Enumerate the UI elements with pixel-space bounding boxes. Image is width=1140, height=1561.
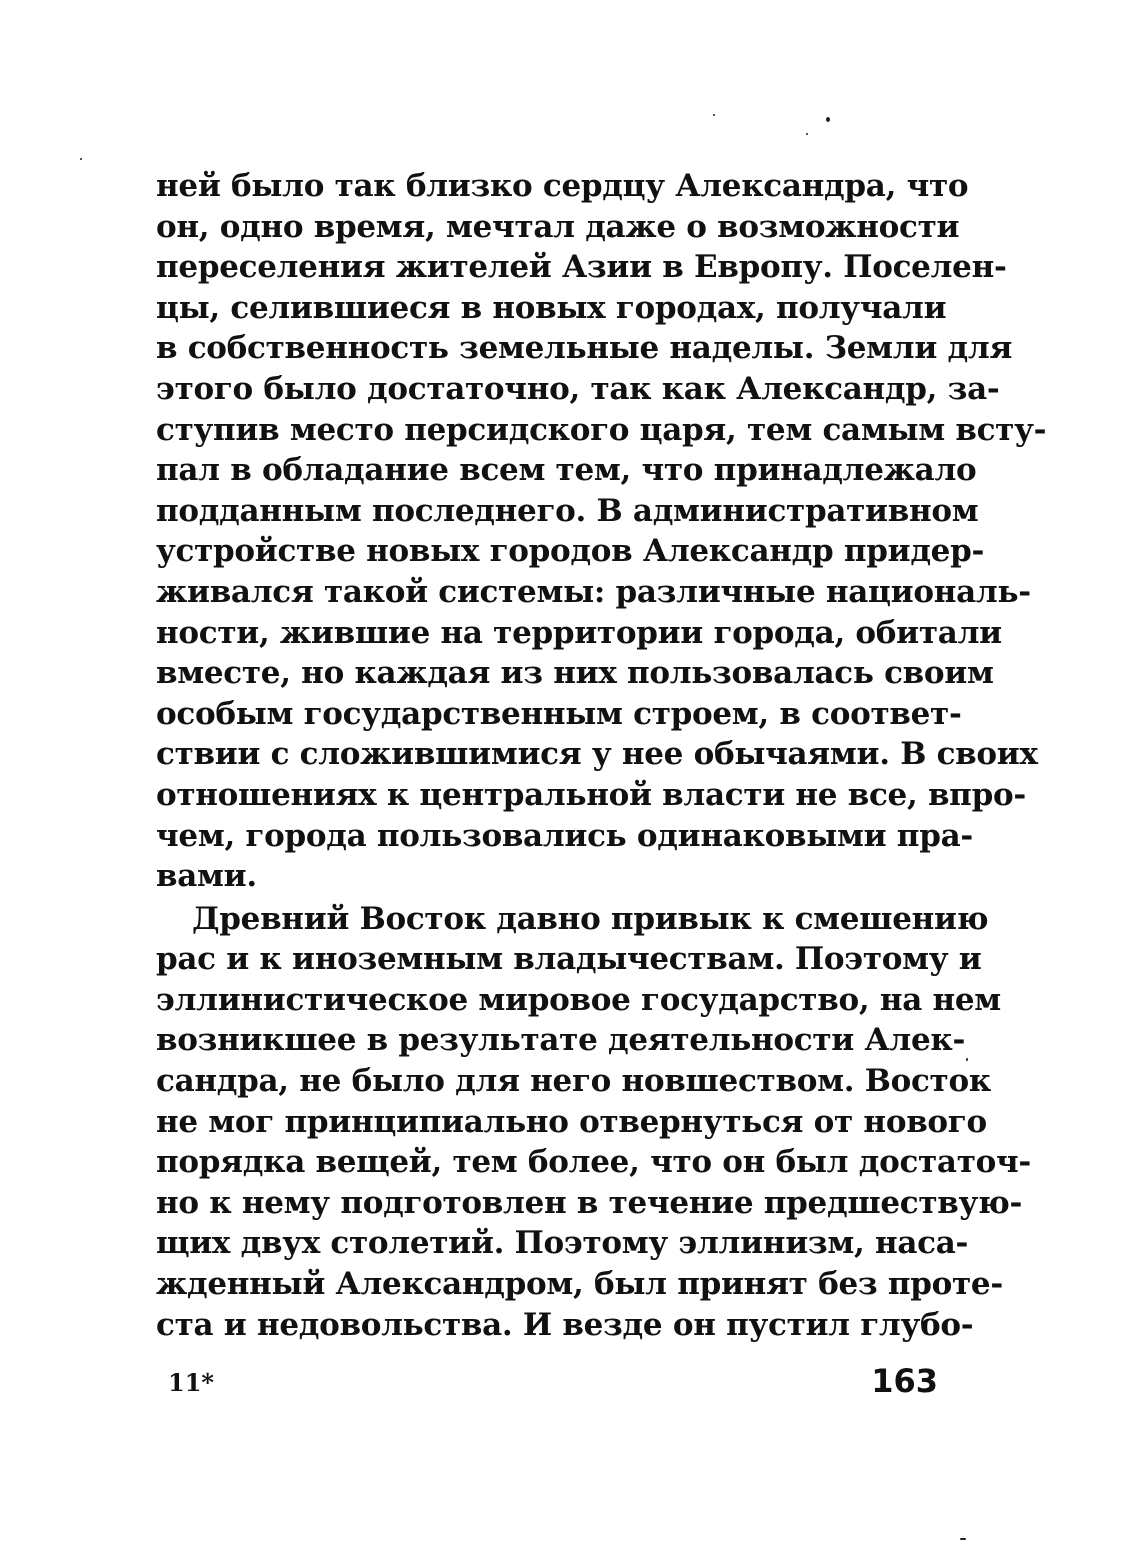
text-line: отношениях к центральной власти не все, впро- — [156, 776, 1026, 813]
text-line: ней было так близко сердцу Александра, что — [156, 168, 969, 204]
text-line: переселения жителей Азии в Европу. Поселен- — [156, 249, 1007, 286]
text-line: ступив место персидского царя, тем самым всту- — [156, 411, 1047, 448]
page-text — [156, 166, 1047, 1345]
text-line: устройстве новых городов Александр придер- — [156, 533, 985, 570]
text-line: возникшее в результате деятельности Алек- — [156, 1022, 966, 1059]
paragraph-1 — [156, 166, 1047, 897]
scan-speck — [80, 158, 82, 160]
scan-speck — [966, 1058, 968, 1061]
text-line: но к нему подготовлен в течение предшествую- — [156, 1184, 1023, 1221]
text-line: живался такой системы: различные националь- — [156, 573, 1031, 610]
text-line: ста и недовольства. И везде он пустил глубо- — [156, 1306, 974, 1343]
text-line: жденный Александром, был принят без проте- — [156, 1266, 1003, 1303]
text-line: вместе, но каждая из них пользовалась своим — [156, 655, 994, 692]
scan-speck — [826, 117, 830, 122]
text-line: не мог принципиально отвернуться от нового — [156, 1103, 987, 1140]
text-line: чем, города пользовались одинаковыми пра- — [156, 817, 973, 854]
text-line: в собственность земельные наделы. Земли для — [156, 330, 1013, 367]
text-line: Древний Восток давно привык к смешению — [192, 900, 989, 937]
text-line: ствии с сложившимися у нее обычаями. В своих — [156, 736, 1038, 773]
text-line: сандра, не было для него новшеством. Восток — [156, 1063, 991, 1100]
text-line: эллинистическое мировое государство, на нем — [156, 981, 1001, 1018]
text-line: подданным последнего. В административном — [156, 492, 979, 529]
scan-speck — [713, 114, 715, 116]
paragraph-2 — [156, 899, 1031, 1346]
text-line: он, одно время, мечтал даже о возможности — [156, 208, 960, 245]
scan-speck — [960, 1538, 966, 1540]
text-line: пал в обладание всем тем, что принадлежало — [156, 452, 977, 489]
printer-signature: 11* — [168, 1368, 214, 1397]
page-number: 163 — [871, 1362, 938, 1400]
text-line: вами. — [156, 858, 257, 895]
text-line: особым государственным строем, в соответ- — [156, 695, 962, 732]
text-line: порядка вещей, тем более, что он был достаточ- — [156, 1144, 1031, 1181]
scan-speck — [806, 133, 808, 135]
text-line: щих двух столетий. Поэтому эллинизм, наса- — [156, 1225, 969, 1262]
text-line: цы, селившиеся в новых городах, получали — [156, 289, 947, 326]
text-line: этого было достаточно, так как Александр, за- — [156, 370, 1000, 407]
text-line: рас и к иноземным владычествам. Поэтому и — [156, 941, 982, 978]
text-line: ности, жившие на территории города, обитали — [156, 614, 1002, 651]
